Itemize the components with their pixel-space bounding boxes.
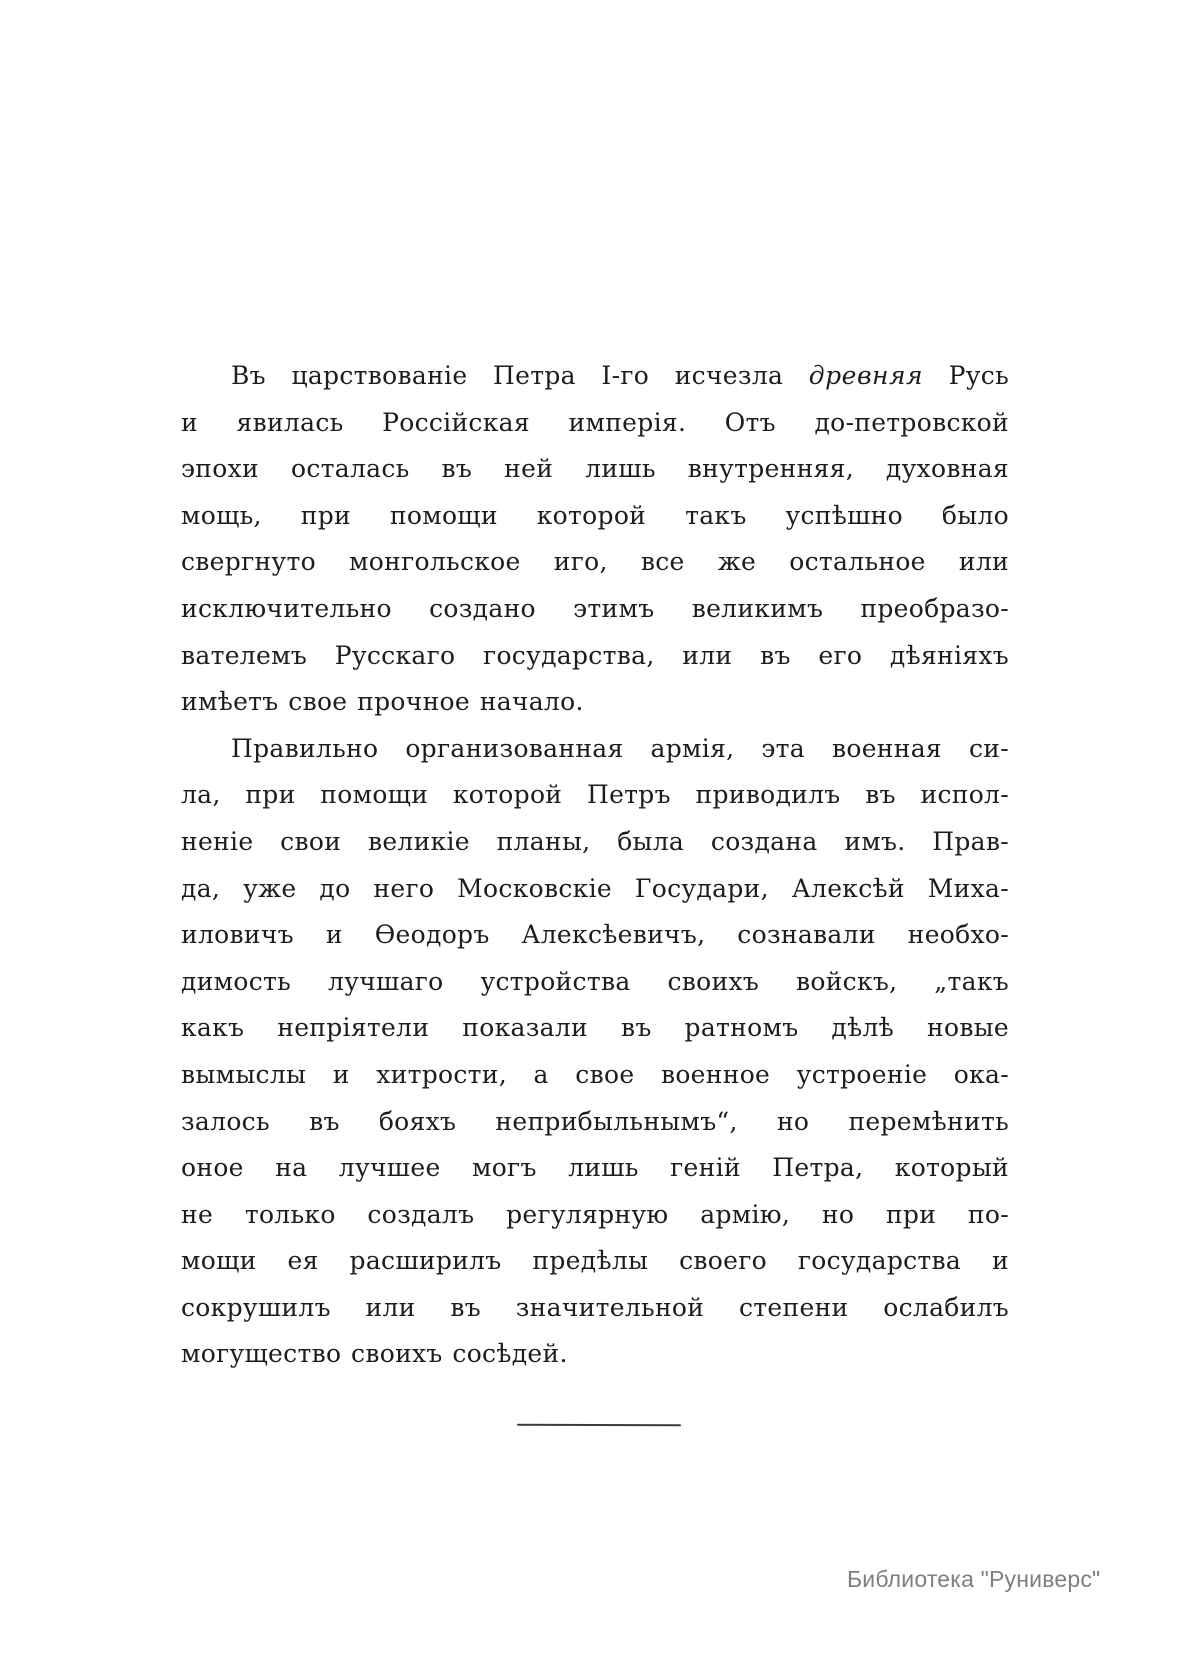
text-line: вымыслы и хитрости, а свое военное устроеніе ока- bbox=[181, 1059, 1009, 1089]
page-text bbox=[181, 353, 1009, 1378]
text-line: неніе свои великіе планы, была создана имъ. Прав- bbox=[181, 826, 1009, 856]
text-line: эпохи осталась въ ней лишь внутренняя, духовная bbox=[181, 454, 1009, 484]
text-line: иловичъ и Ѳеодоръ Алексѣевичъ, сознавали необхо- bbox=[181, 920, 1009, 950]
text-line bbox=[181, 353, 1009, 400]
text-line: сокрушилъ или въ значительной степени ослабилъ bbox=[181, 1292, 1009, 1322]
text-line: мощи ея расширилъ предѣлы своего государства и bbox=[181, 1246, 1009, 1276]
text-line: да, уже до него Московскіе Государи, Алексѣй Миха- bbox=[181, 873, 1009, 903]
library-watermark: Библиотека "Руниверс" bbox=[847, 1566, 1101, 1592]
text-line: какъ непріятели показали въ ратномъ дѣлѣ новые bbox=[181, 1013, 1009, 1043]
text-line: ла, при помощи которой Петръ приводилъ въ испол- bbox=[181, 780, 1009, 810]
text-line: исключительно создано этимъ великимъ преобразо- bbox=[181, 593, 1009, 623]
text-line: могущество своихъ сосѣдей. bbox=[181, 1339, 568, 1369]
text-line: залось въ бояхъ неприбыльнымъ“, но перемѣнить bbox=[181, 1106, 1009, 1136]
section-divider bbox=[517, 1424, 681, 1426]
paragraph-2 bbox=[181, 726, 1009, 1378]
paragraph-1 bbox=[181, 353, 1009, 726]
italic-word: древняя bbox=[808, 361, 924, 390]
text-line: Правильно организованная армія, эта военная си- bbox=[231, 733, 1009, 763]
text-line: оное на лучшее могъ лишь геній Петра, который bbox=[181, 1153, 1009, 1183]
text-line: вателемъ Русскаго государства, или въ его дѣяніяхъ bbox=[181, 640, 1009, 670]
text-line: имѣетъ свое прочное начало. bbox=[181, 687, 584, 717]
text-segment: Русь bbox=[948, 361, 1010, 390]
text-line: и явилась Россійская имперія. Отъ до-петровской bbox=[181, 407, 1009, 437]
text-line: димость лучшаго устройства своихъ войскъ, „такъ bbox=[181, 966, 1009, 996]
text-line: свергнуто монгольское иго, все же остальное или bbox=[181, 547, 1009, 577]
text-segment: Въ царствованіе Петра I-го исчезла bbox=[231, 361, 784, 390]
text-line: не только создалъ регулярную армію, но при по- bbox=[181, 1199, 1009, 1229]
text-line: мощь, при помощи которой такъ успѣшно было bbox=[181, 500, 1009, 530]
